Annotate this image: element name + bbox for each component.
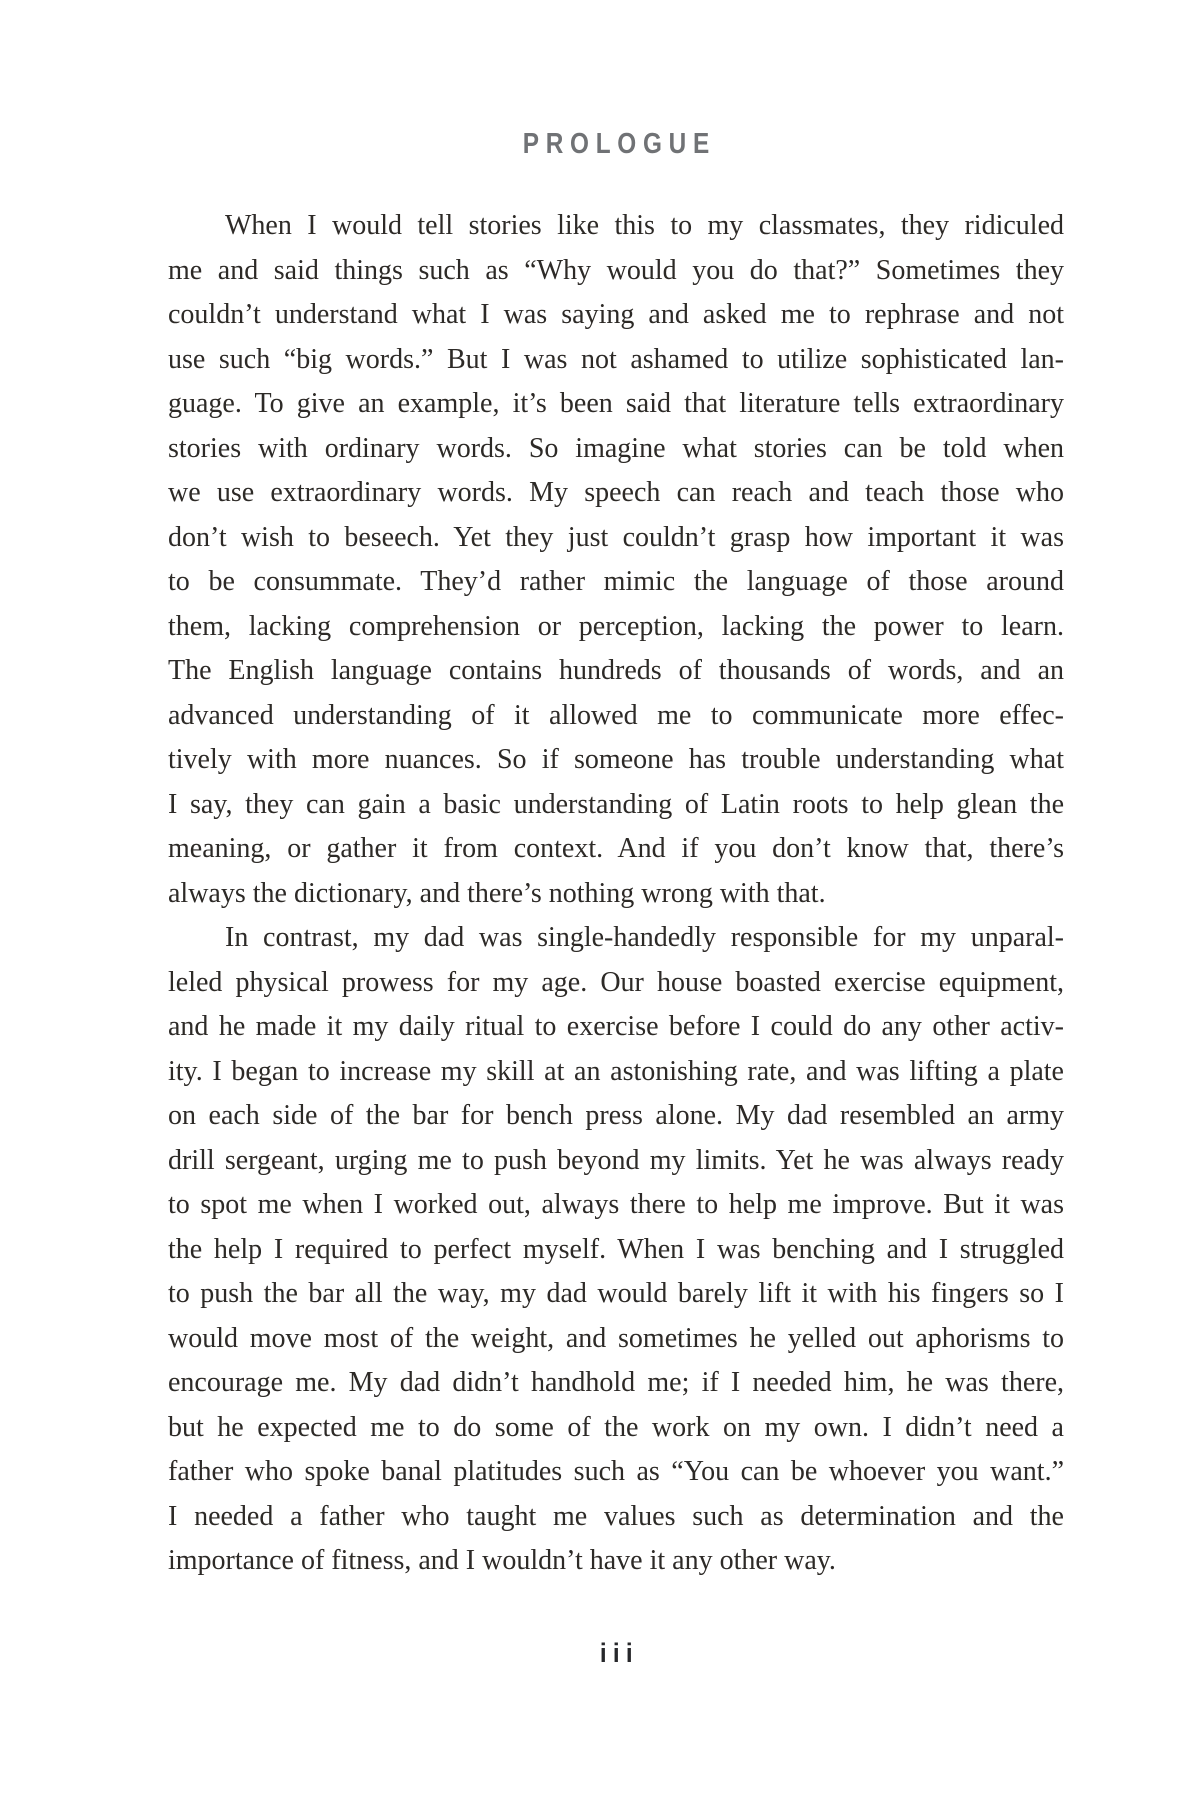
text-line: father who spoke banal platitudes such as “You can be whoever you want.”	[168, 1456, 1064, 1487]
text-line: them, lacking comprehension or perception, lacking the power to learn.	[168, 610, 1064, 642]
folio	[168, 1638, 1064, 1669]
text-line: the help I required to perfect myself. When I was benching and I struggled	[168, 1233, 1064, 1265]
text-line: encourage me. My dad didn’t handhold me; if I needed him, he was there,	[168, 1367, 1064, 1398]
text-line: drill sergeant, urging me to push beyond my limits. Yet he was always ready	[168, 1144, 1064, 1176]
text-line: on each side of the bar for bench press alone. My dad resembled an army	[168, 1100, 1064, 1131]
text-line: ity. I began to increase my skill at an astonishing rate, and was lifting a plate	[168, 1055, 1064, 1087]
paragraph-1	[168, 204, 1064, 916]
text-line: to push the bar all the way, my dad would barely lift it with his fingers so I	[168, 1278, 1064, 1309]
prologue-title: PROLOGUE	[522, 128, 716, 160]
text-column	[168, 0, 1064, 1669]
text-line: and he made it my daily ritual to exercise before I could do any other activ-	[168, 1011, 1064, 1042]
text-line: but he expected me to do some of the work on my own. I didn’t need a	[168, 1411, 1064, 1443]
text-line: When I would tell stories like this to my classmates, they ridiculed	[225, 210, 1064, 241]
text-line: I needed a father who taught me values such as determination and the	[168, 1500, 1064, 1532]
text-line: use such “big words.” But I was not ashamed to utilize sophisticated lan-	[168, 343, 1064, 375]
text-line: tively with more nuances. So if someone has trouble understanding what	[168, 744, 1064, 775]
text-line: meaning, or gather it from context. And if you don’t know that, there’s	[168, 833, 1064, 864]
page-heading	[168, 0, 1064, 160]
text-line: The English language contains hundreds of thousands of words, and an	[168, 655, 1064, 686]
text-line: advanced understanding of it allowed me to communicate more effec-	[168, 699, 1064, 731]
text-line: to be consummate. They’d rather mimic the language of those around	[168, 566, 1064, 597]
text-line: we use extraordinary words. My speech can reach and teach those who	[168, 477, 1064, 508]
text-line: In contrast, my dad was single-handedly responsible for my unparal-	[225, 922, 1064, 953]
text-line: I say, they can gain a basic understanding of Latin roots to help glean the	[168, 788, 1064, 820]
text-line: couldn’t understand what I was saying and asked me to rephrase and not	[168, 299, 1064, 330]
page-number: iii	[599, 1637, 639, 1668]
text-line: always the dictionary, and there’s nothing wrong with that.	[168, 877, 826, 909]
text-line: leled physical prowess for my age. Our house boasted exercise equipment,	[168, 966, 1064, 998]
text-line: would move most of the weight, and sometimes he yelled out aphorisms to	[168, 1322, 1064, 1354]
text-line: importance of fitness, and I wouldn’t have it any other way.	[168, 1545, 836, 1576]
text-line: don’t wish to beseech. Yet they just couldn’t grasp how important it was	[168, 521, 1064, 553]
text-line: me and said things such as “Why would you do that?” Sometimes they	[168, 254, 1064, 286]
body-text	[168, 204, 1064, 1584]
text-line: stories with ordinary words. So imagine what stories can be told when	[168, 432, 1064, 464]
text-line: guage. To give an example, it’s been said that literature tells extraordinary	[168, 388, 1064, 419]
paragraph-2	[168, 916, 1064, 1584]
text-line: to spot me when I worked out, always there to help me improve. But it was	[168, 1189, 1064, 1220]
